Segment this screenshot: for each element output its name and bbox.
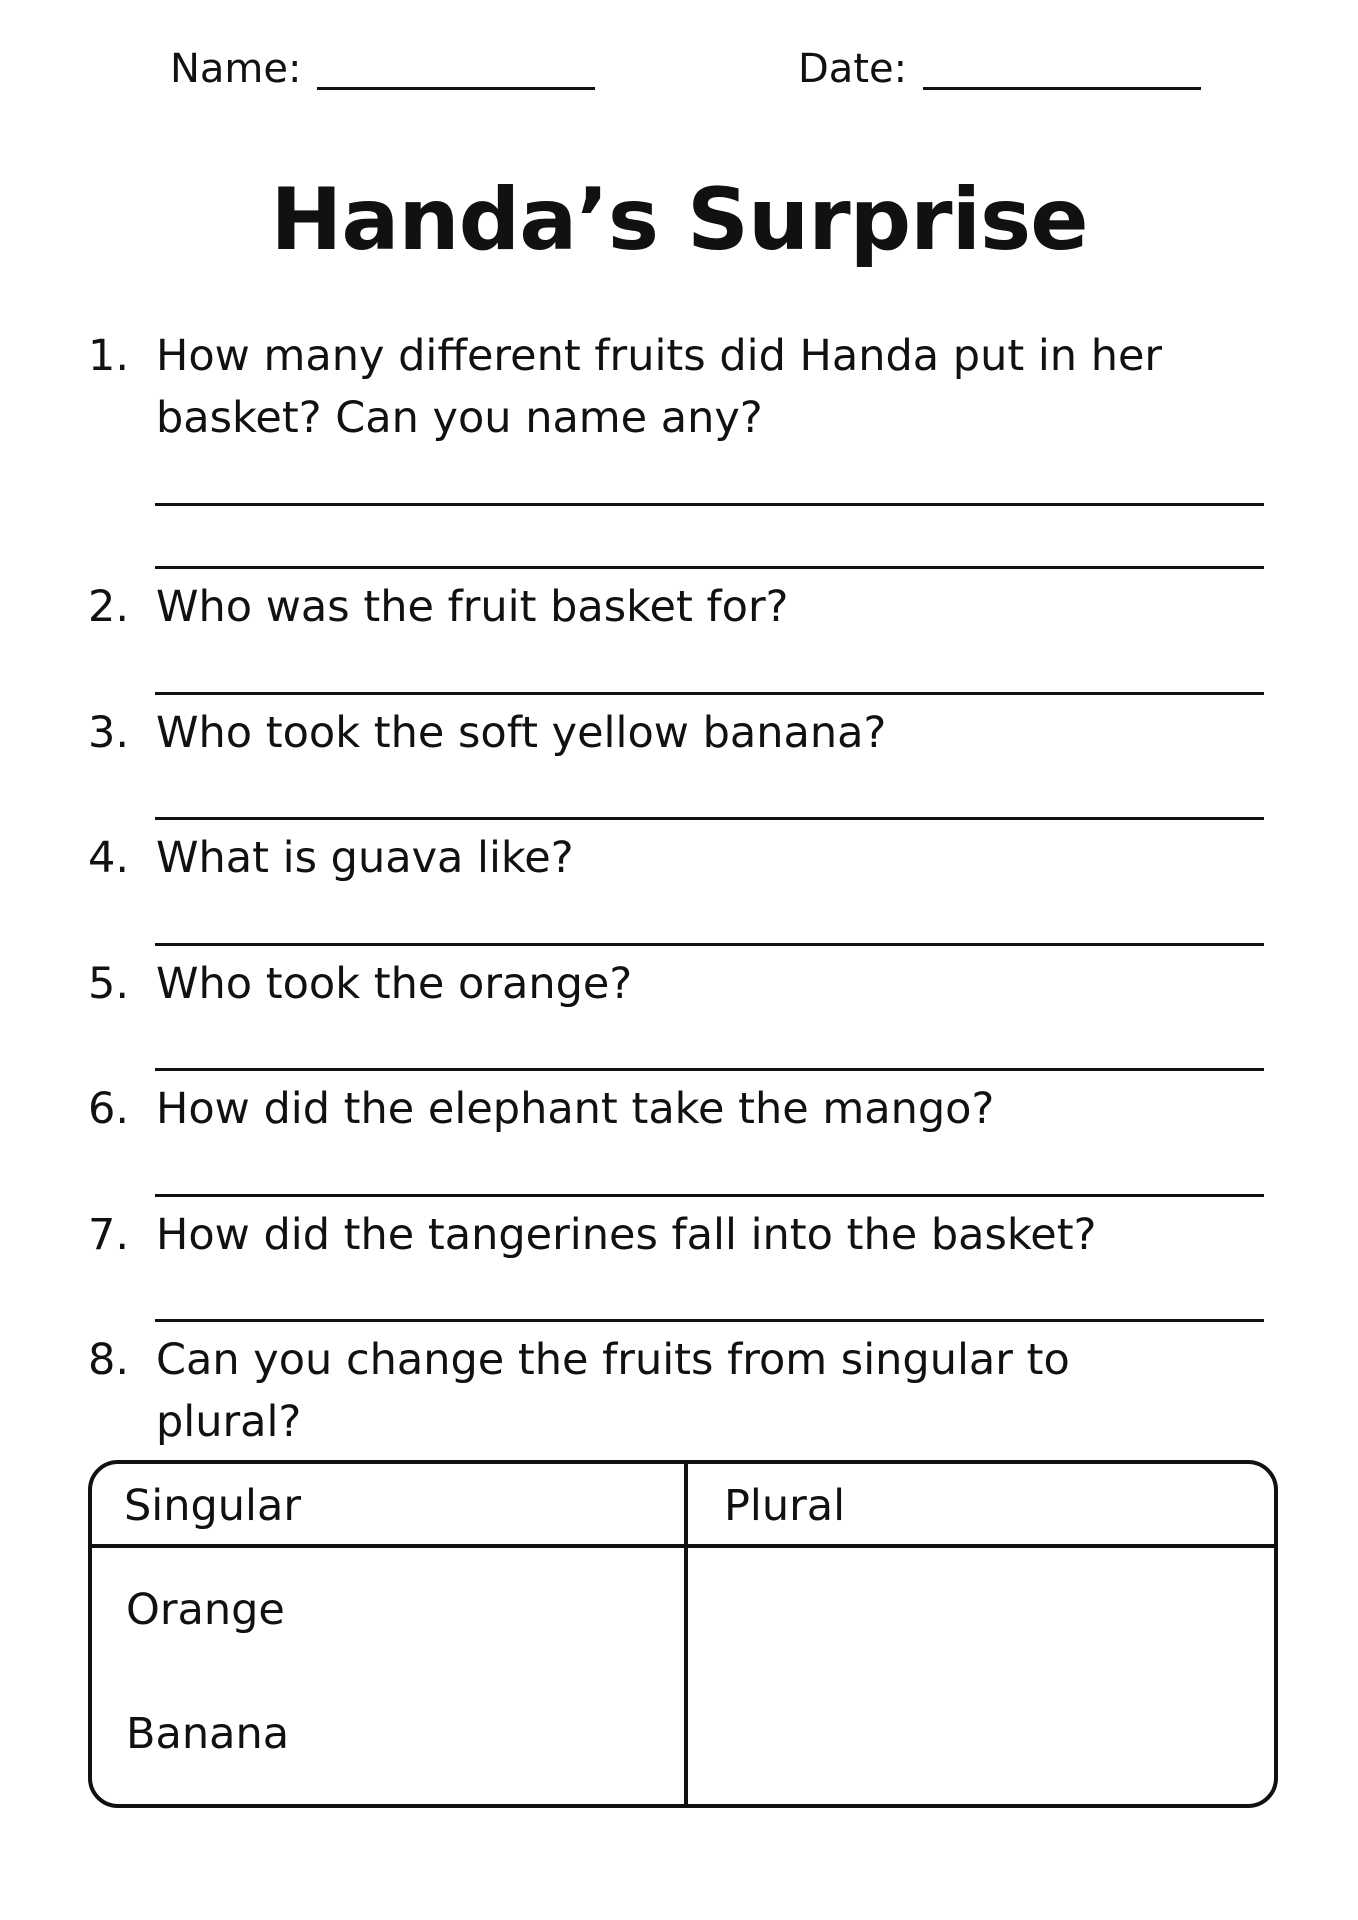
question-5 [88,953,1288,1015]
question-1 [88,325,1288,449]
question-text: Who was the fruit basket for? [156,582,789,632]
question-text: Can you change the fruits from singular to plural? [156,1335,1070,1447]
question-text: Who took the orange? [156,959,633,1009]
question-7 [88,1204,1288,1266]
question-number: 2. [88,582,130,632]
question-text: Who took the soft yellow banana? [156,708,887,758]
answer-line-1b[interactable] [155,566,1264,569]
question-number: 5. [88,959,130,1009]
table-header-plural: Plural [724,1481,846,1531]
question-number: 1. [88,331,130,381]
worksheet-title: Handa’s Surprise [270,170,1088,270]
name-field[interactable] [170,44,595,94]
question-4 [88,827,1288,889]
table-header-divider [92,1544,1274,1548]
question-6 [88,1078,1288,1140]
question-number: 7. [88,1210,130,1260]
answer-line-7[interactable] [155,1319,1264,1322]
name-blank[interactable] [317,87,595,90]
question-number: 3. [88,708,130,758]
table-cell-singular: Banana [126,1709,290,1759]
table-header-singular: Singular [124,1481,302,1531]
question-text: What is guava like? [156,833,574,883]
table-column-divider [684,1464,688,1804]
date-blank[interactable] [923,87,1201,90]
date-label: Date: [798,46,908,92]
singular-plural-table [88,1460,1278,1808]
question-text: How did the tangerines fall into the basket? [156,1210,1097,1260]
question-text: How many different fruits did Handa put in her basket? Can you name any? [156,331,1163,443]
question-number: 4. [88,833,130,883]
question-text: How did the elephant take the mango? [156,1084,995,1134]
question-number: 8. [88,1335,130,1385]
name-label: Name: [170,46,302,92]
question-3 [88,702,1288,764]
answer-line-5[interactable] [155,1068,1264,1071]
question-number: 6. [88,1084,130,1134]
table-cell-singular: Orange [126,1585,285,1635]
answer-line-6[interactable] [155,1194,1264,1197]
answer-line-1a[interactable] [155,503,1264,506]
answer-line-2[interactable] [155,692,1264,695]
date-field[interactable] [798,44,1201,94]
answer-line-4[interactable] [155,943,1264,946]
question-2 [88,576,1288,638]
question-8 [88,1329,1288,1453]
answer-line-3[interactable] [155,817,1264,820]
